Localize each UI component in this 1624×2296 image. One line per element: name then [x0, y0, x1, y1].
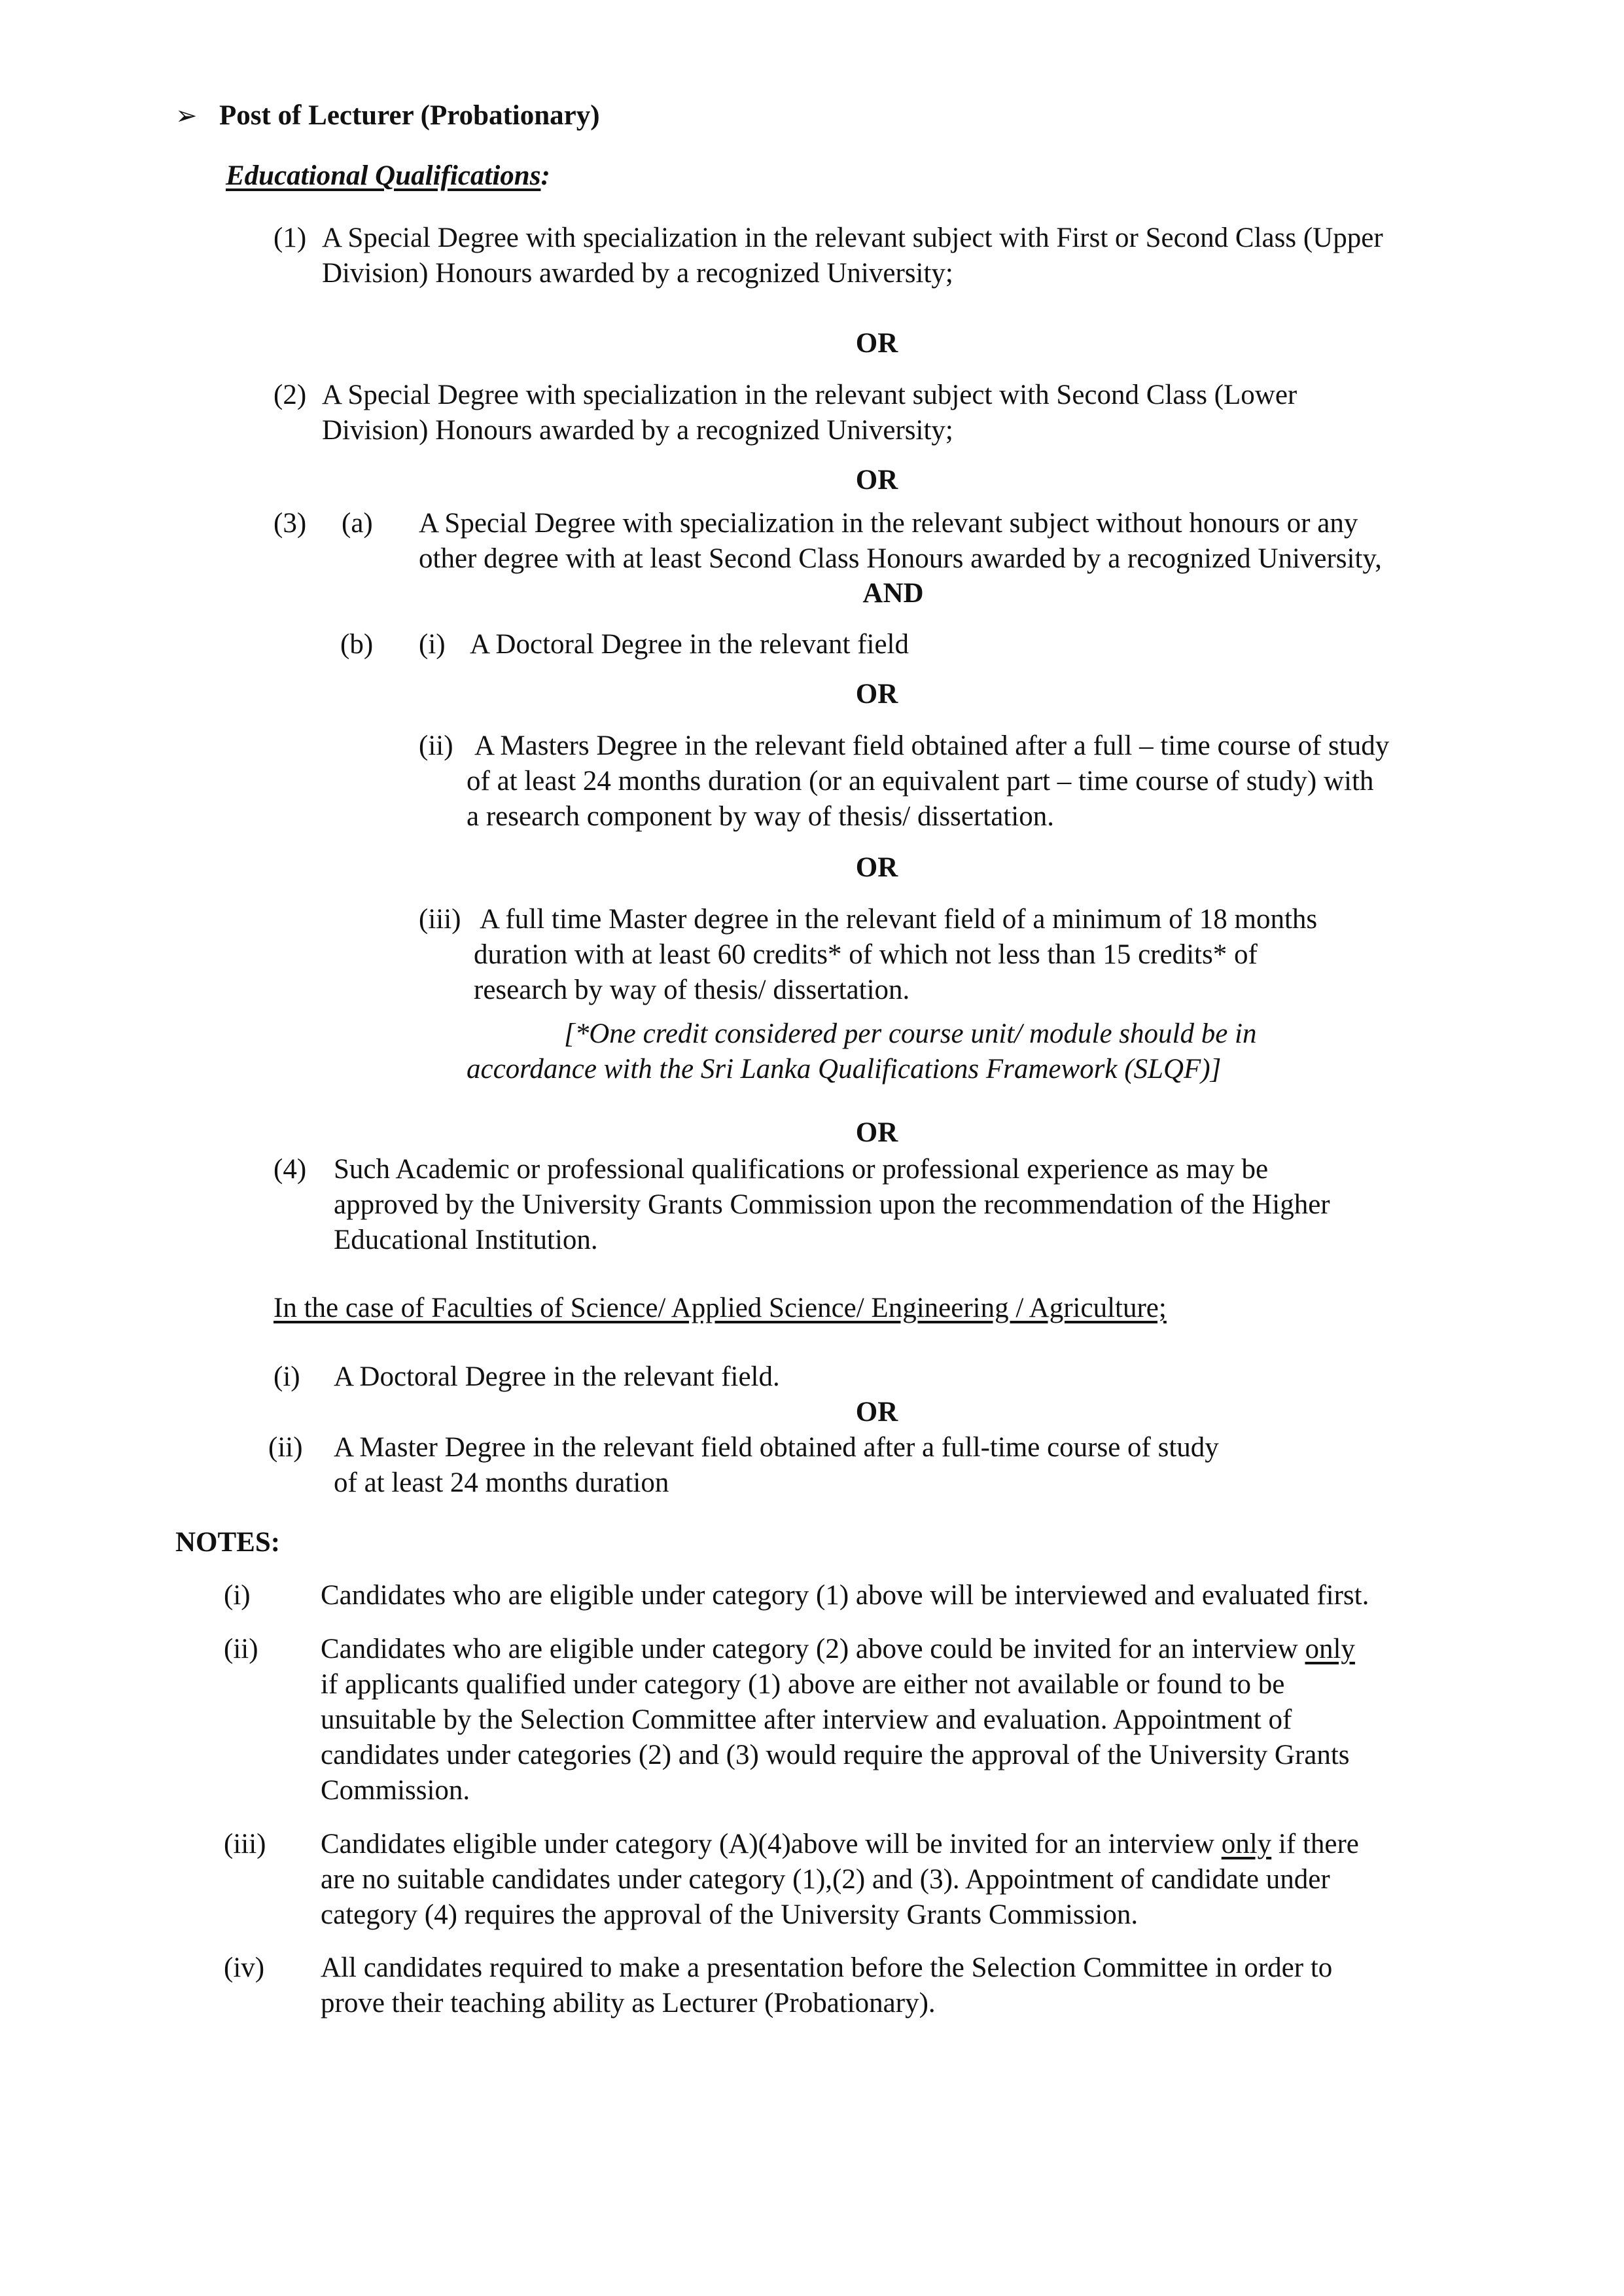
credit-footnote-line-2: accordance with the Sri Lanka Qualifications Framework (SLQF)]: [467, 1054, 1222, 1085]
note-3-line-2: are no suitable candidates under category (1),(2) and (3). Appointment of candidate under: [321, 1864, 1330, 1895]
qualification-3b-ii-line-1: A Masters Degree in the relevant field obtained after a full – time course of study: [474, 730, 1390, 761]
note-3-only-underlined: only: [1221, 1829, 1272, 1859]
credit-footnote-line-1: [*One credit considered per course unit/ module should be in: [564, 1018, 1257, 1049]
note-1-text: Candidates who are eligible under category (1) above will be interviewed and evaluated first.: [321, 1580, 1369, 1611]
note-2-line-1-text: Candidates who are eligible under category (2) above could be invited for an interview: [321, 1634, 1298, 1664]
qualification-4-number: (4): [274, 1154, 307, 1185]
or-separator-1: OR: [855, 328, 898, 359]
arrow-bullet-icon: ➢: [175, 101, 198, 131]
note-3-line-1-text: Candidates eligible under category (A)(4)above will be invited for an interview: [321, 1829, 1214, 1859]
science-i-label: (i): [274, 1361, 300, 1392]
note-2-line-5: Commission.: [321, 1775, 470, 1806]
qualification-3a-label: (a): [342, 508, 373, 539]
qualification-4-line-3: Educational Institution.: [334, 1225, 598, 1255]
qualification-3b-iii-line-1: A full time Master degree in the relevant field of a minimum of 18 months: [480, 904, 1318, 935]
note-2-line-4: candidates under categories (2) and (3) would require the approval of the University Grants: [321, 1740, 1350, 1770]
or-separator-science: OR: [855, 1397, 898, 1427]
qualification-3b-ii-line-2: of at least 24 months duration (or an equivalent part – time course of study) with: [467, 766, 1374, 797]
qualification-1-line-1: A Special Degree with specialization in the relevant subject with First or Second Class (Upper: [322, 223, 1383, 253]
or-separator-3b-ii: OR: [855, 852, 898, 883]
note-2-line-3: unsuitable by the Selection Committee after interview and evaluation. Appointment of: [321, 1704, 1292, 1735]
and-separator: AND: [862, 578, 924, 609]
qualification-3a-line-1: A Special Degree with specialization in the relevant subject without honours or any: [419, 508, 1358, 539]
or-separator-3: OR: [855, 1117, 898, 1148]
educational-qualifications-colon: :: [540, 160, 550, 191]
note-2-line-1: [321, 1632, 1482, 1667]
qualification-3b-iii-label: (iii): [419, 904, 461, 935]
note-1-label: (i): [224, 1580, 251, 1611]
note-4-line-2: prove their teaching ability as Lecturer (Probationary).: [321, 1988, 936, 2018]
or-separator-2: OR: [855, 465, 898, 495]
science-faculties-heading: In the case of Faculties of Science/ Applied Science/ Engineering / Agriculture;: [274, 1293, 1167, 1323]
post-title: Post of Lecturer (Probationary): [219, 100, 600, 131]
qualification-3-number: (3): [274, 508, 307, 539]
note-3-label: (iii): [224, 1829, 266, 1859]
note-3-line-1: [321, 1827, 1482, 1862]
educational-qualifications-heading: [226, 158, 550, 194]
qualification-3b-ii-label: (ii): [419, 730, 453, 761]
note-2-label: (ii): [224, 1634, 258, 1664]
science-ii-line-1: A Master Degree in the relevant field obtained after a full-time course of study: [334, 1432, 1219, 1463]
science-ii-label: (ii): [268, 1432, 303, 1463]
qualification-3b-i-label: (i): [419, 629, 446, 660]
note-3-line-3: category (4) requires the approval of the University Grants Commission.: [321, 1899, 1139, 1930]
qualification-3b-label: (b): [340, 629, 374, 660]
qualification-2-line-2: Division) Honours awarded by a recognized University;: [322, 415, 953, 446]
note-3-line-1-end: if there: [1278, 1829, 1359, 1859]
qualification-4-line-1: Such Academic or professional qualifications or professional experience as may be: [334, 1154, 1269, 1185]
qualification-3b-ii-line-3: a research component by way of thesis/ dissertation.: [467, 801, 1054, 832]
educational-qualifications-label: Educational Qualifications: [226, 160, 541, 191]
qualification-2-line-1: A Special Degree with specialization in the relevant subject with Second Class (Lower: [322, 380, 1297, 410]
science-ii-line-2: of at least 24 months duration: [334, 1467, 669, 1498]
qualification-3a-line-2: other degree with at least Second Class Honours awarded by a recognized University,: [419, 543, 1382, 574]
qualification-1-line-2: Division) Honours awarded by a recognized University;: [322, 258, 953, 289]
science-i-text: A Doctoral Degree in the relevant field.: [334, 1361, 780, 1392]
note-4-line-1: All candidates required to make a presentation before the Selection Committee in order to: [321, 1952, 1333, 1983]
qualification-1-number: (1): [274, 223, 307, 253]
note-4-label: (iv): [224, 1952, 265, 1983]
qualification-4-line-2: approved by the University Grants Commission upon the recommendation of the Higher: [334, 1189, 1330, 1220]
note-2-only-underlined: only: [1305, 1634, 1355, 1664]
or-separator-3b-i: OR: [855, 679, 898, 709]
qualification-2-number: (2): [274, 380, 307, 410]
qualification-3b-iii-line-3: research by way of thesis/ dissertation.: [474, 975, 910, 1005]
qualification-3b-iii-line-2: duration with at least 60 credits* of which not less than 15 credits* of: [474, 939, 1258, 970]
note-2-line-2: if applicants qualified under category (1) above are either not available or found to be: [321, 1669, 1285, 1700]
notes-heading: NOTES:: [175, 1527, 281, 1558]
qualification-3b-i-text: A Doctoral Degree in the relevant field: [470, 629, 909, 660]
